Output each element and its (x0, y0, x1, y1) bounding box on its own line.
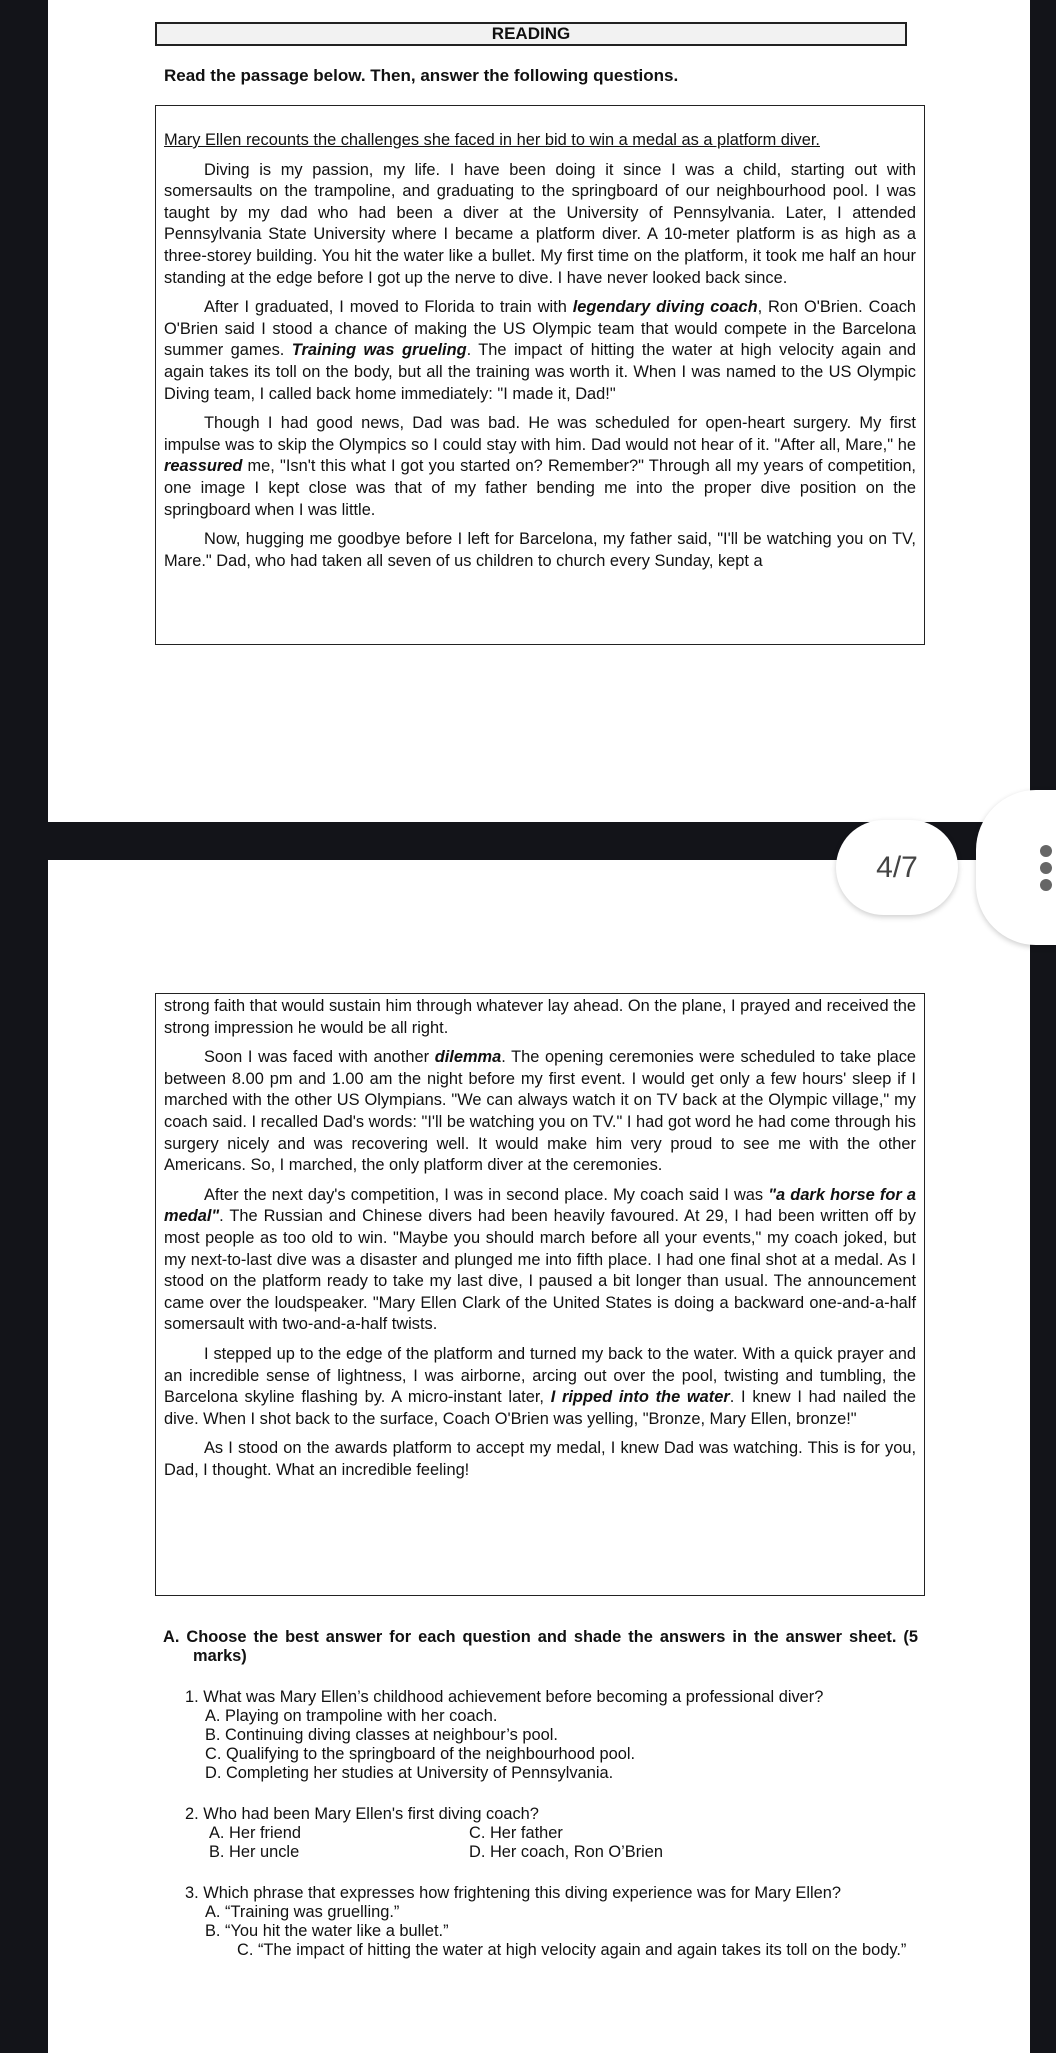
more-options-icon-dot (1040, 862, 1052, 874)
passage-box-part2 (155, 993, 925, 1596)
text-run: Soon I was faced with another (204, 1048, 435, 1067)
more-options-icon-dot (1040, 879, 1052, 891)
more-options-icon (1040, 845, 1052, 857)
text-run: Diving is my passion, my life. I have been doing it since I was a child, starting out with somersaults on the trampoline, and graduating to the springboard of our neighbourhood pool. I was taught by my dad who had been a diver at the University of Pennsylvania. Later, I attended Pennsylvania State University where I became a platform diver. A 10-meter platform is as high as a three-storey building. You hit the water like a bullet. My first time on the platform, it took me half an hour standing at the edge before I got up the nerve to dive. I have never looked back since. (164, 160, 916, 287)
emphasized-phrase: legendary diving coach (572, 298, 758, 317)
emphasized-phrase: reassured (164, 457, 243, 476)
text-run: I stepped up to the edge of the platform and turned my back to the water. With a quick prayer and an incredible sense of lightness, I was airborne, arcing out over the pool, twisting and tumbling, the Barcelona skyline flashing by. A micro-instant later, (164, 1344, 916, 1407)
option-b: B. Her uncle (209, 1843, 300, 1861)
question-stem: 1. What was Mary Ellen’s childhood achievement before becoming a professional diver? (185, 1688, 824, 1706)
option-c: C. Her father (469, 1824, 563, 1842)
option-b: B. Continuing diving classes at neighbour’s pool. (205, 1726, 558, 1744)
passage-paragraph (164, 996, 916, 1039)
text-run: . The Russian and Chinese divers had been heavily favoured. At 29, I had been written off by most people as too old to win. "Maybe you should march before all your events," my coach joked, but my next-to-last dive was a disaster and plunged me into fifth place. I had one final shot at a medal. As I stood on the platform ready to take my last dive, I paused a bit longer than usual. The announcement came over the loudspeaker. "Mary Ellen Clark of the United States is doing a backward one-and-a-half somersault with two-and-a-half twists. (164, 1207, 916, 1334)
section-title: READING (155, 22, 907, 46)
emphasized-phrase: dilemma (434, 1048, 502, 1067)
option-a: A. Playing on trampoline with her coach. (205, 1707, 498, 1725)
passage-paragraph (164, 529, 916, 572)
question-1 (185, 1688, 918, 1783)
passage-paragraph (164, 1047, 916, 1177)
text-run: Though I had good news, Dad was bad. He was scheduled for open-heart surgery. My first impulse was to skip the Olympics so I could stay with him. Dad would not hear of it. "After all, Mare," he (164, 414, 916, 454)
emphasized-phrase: "a dark horse for a medal" (164, 1185, 916, 1226)
text-run: After the next day's competition, I was in second place. My coach said I was (204, 1185, 769, 1204)
option-b: B. “You hit the water like a bullet.” (205, 1922, 449, 1940)
text-run: As I stood on the awards platform to accept my medal, I knew Dad was watching. This is for you, Dad, I thought. What an incredible feeling! (164, 1439, 916, 1479)
option-d: D. Completing her studies at University of Pennsylvania. (205, 1764, 614, 1782)
passage-paragraph (164, 1438, 916, 1481)
option-a: A. “Training was gruelling.” (205, 1903, 400, 1921)
option-c: C. Qualifying to the springboard of the neighbourhood pool. (205, 1745, 636, 1763)
passage-paragraph (164, 297, 916, 405)
text-run: Now, hugging me goodbye before I left for Barcelona, my father said, "I'll be watching you on TV, Mare." Dad, who had taken all seven of us children to church every Sunday, kept a (164, 530, 916, 570)
page-indicator: 4/7 (836, 820, 958, 915)
text-run: , Ron O'Brien. Coach O'Brien said I stood a chance of making the US Olympic team that would compete in the Barcelona summer games. (164, 298, 916, 360)
text-run: . The impact of hitting the water at high velocity again and again takes its toll on the body, but all the training was worth it. When I was named to the US Olympic Diving team, I called back home immediately: "I made it, Dad!" (164, 341, 917, 403)
questions-heading: A. Choose the best answer for each question and shade the answers in the answer sheet. (5 marks) (163, 1628, 918, 1665)
question-3 (185, 1884, 918, 1960)
passage-paragraph (164, 413, 916, 521)
option-a: A. Her friend (209, 1824, 302, 1842)
question-2 (185, 1805, 918, 1862)
text-run: strong faith that would sustain him through whatever lay ahead. On the plane, I prayed and received the strong impression he would be all right. (164, 997, 916, 1037)
questions-section (163, 1628, 918, 1982)
passage-box-part1 (155, 105, 925, 645)
question-stem: 3. Which phrase that expresses how frightening this diving experience was for Mary Ellen? (185, 1884, 841, 1902)
text-run: . The opening ceremonies were scheduled to take place between 8.00 pm and 1.00 am the night before my first event. I would get only a few hours' sleep if I marched with the other US Olympians. "We can always watch it on TV back at the Olympic village," my coach said. I recalled Dad's words: "I'll be watching you on TV." I had got word he had come through his surgery nicely and was recovering well. It would make him very proud to see me with the other Americans. So, I marched, the only platform diver at the ceremonies. (164, 1048, 917, 1175)
passage-paragraph (164, 160, 916, 290)
emphasized-phrase: Training was grueling (291, 341, 467, 360)
passage-subtitle: Mary Ellen recounts the challenges she faced in her bid to win a medal as a platform diver. (164, 131, 820, 149)
text-run: After I graduated, I moved to Florida to train with (204, 298, 573, 317)
instruction: Read the passage below. Then, answer the following questions. (164, 66, 679, 85)
option-c: C. “The impact of hitting the water at high velocity again and again takes its toll on the body.” (237, 1941, 907, 1959)
option-d: D. Her coach, Ron O’Brien (469, 1843, 664, 1861)
question-stem: 2. Who had been Mary Ellen's first diving coach? (185, 1805, 539, 1823)
text-run: me, "Isn't this what I got you started on? Remember?" Through all my years of competition, one image I kept close was that of my father bending me into the proper dive position on the springboard when I was little. (164, 457, 916, 519)
passage-paragraph (164, 1185, 916, 1336)
text-run: . I knew I had nailed the dive. When I shot back to the surface, Coach O'Brien was yelling, "Bronze, Mary Ellen, bronze!" (164, 1388, 916, 1428)
passage-paragraph (164, 1344, 916, 1430)
emphasized-phrase: I ripped into the water (550, 1388, 730, 1407)
